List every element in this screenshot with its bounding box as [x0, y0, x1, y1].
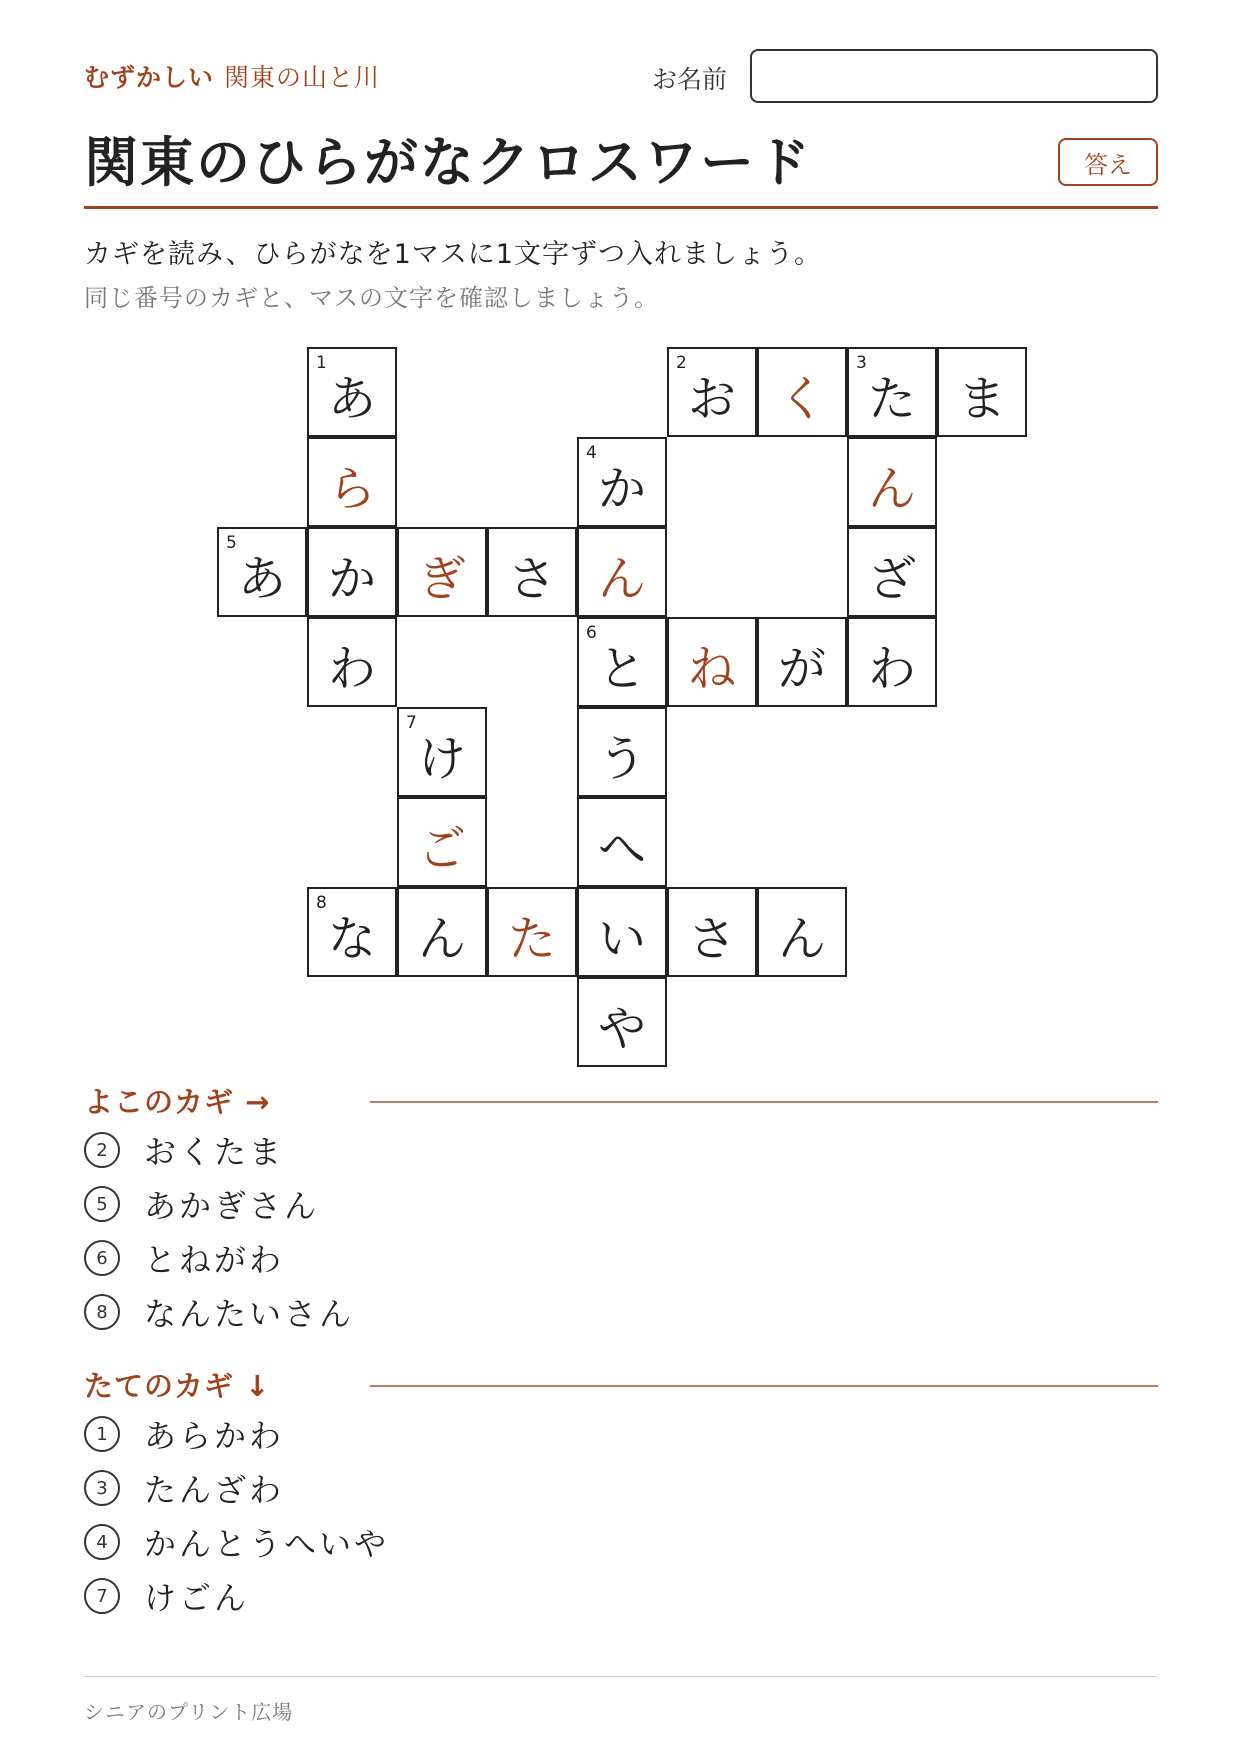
clue-number: 7 — [84, 1578, 120, 1614]
across-clue — [84, 1130, 284, 1170]
grid-cell[interactable] — [307, 887, 397, 977]
cell-letter: た — [507, 910, 556, 967]
clue-answer: とねがわ — [144, 1241, 285, 1279]
difficulty-label: むずかしい — [84, 63, 215, 92]
cell-letter: と — [597, 640, 646, 697]
instruction-sub: 同じ番号のカギと、マスの文字を確認しましょう。 — [84, 284, 659, 312]
cell-letter: へ — [597, 820, 646, 877]
cell-letter: さ — [687, 910, 736, 967]
grid-cell[interactable] — [847, 437, 937, 527]
title-divider — [84, 206, 1158, 209]
cell-number: 6 — [586, 623, 597, 643]
footer-divider — [84, 1676, 1158, 1677]
cell-letter: ぎ — [417, 550, 466, 607]
across-heading: よこのカギ → — [84, 1085, 271, 1119]
cell-letter: ん — [417, 910, 466, 967]
cell-letter: い — [597, 910, 646, 967]
down-heading: たてのカギ ↓ — [84, 1369, 271, 1403]
cell-letter: ん — [597, 550, 646, 607]
clue-answer: けごん — [144, 1579, 250, 1617]
grid-cell[interactable] — [577, 707, 667, 797]
grid-cell[interactable] — [847, 617, 937, 707]
clue-number: 3 — [84, 1470, 120, 1506]
grid-cell[interactable] — [847, 527, 937, 617]
clue-number: 6 — [84, 1240, 120, 1276]
clue-number: 1 — [84, 1416, 120, 1452]
topic-label: 関東の山と川 — [224, 63, 381, 92]
grid-cell[interactable] — [757, 347, 847, 437]
instruction-main: カギを読み、ひらがなを1マスに1文字ずつ入れましょう。 — [84, 239, 822, 270]
clue-answer: かんとうへいや — [144, 1525, 390, 1563]
cell-letter: わ — [327, 640, 376, 697]
cell-letter: う — [597, 730, 646, 787]
clue-answer: たんざわ — [144, 1471, 285, 1509]
name-label: お名前 — [652, 65, 728, 94]
answer-button[interactable]: 答え — [1058, 138, 1158, 186]
across-clue — [84, 1238, 284, 1278]
footer-credit: シニアのプリント広場 — [84, 1700, 294, 1724]
down-clue — [84, 1576, 249, 1616]
cell-letter: が — [777, 640, 826, 697]
cell-number: 7 — [406, 713, 417, 733]
grid-cell[interactable] — [397, 527, 487, 617]
grid-cell[interactable] — [937, 347, 1027, 437]
clue-answer: なんたいさん — [144, 1295, 355, 1333]
grid-cell[interactable] — [577, 797, 667, 887]
cell-letter: ご — [417, 820, 466, 877]
cell-number: 4 — [586, 443, 597, 463]
grid-cell[interactable] — [217, 527, 307, 617]
down-clue — [84, 1414, 284, 1454]
cell-letter: な — [327, 910, 376, 967]
grid-cell[interactable] — [577, 617, 667, 707]
down-clue — [84, 1468, 284, 1508]
clue-number: 2 — [84, 1132, 120, 1168]
page-title: 関東のひらがなクロスワード — [84, 131, 812, 194]
cell-letter: ら — [327, 460, 376, 517]
grid-cell[interactable] — [307, 437, 397, 527]
level-line — [84, 58, 380, 94]
grid-cell[interactable] — [307, 617, 397, 707]
cell-number: 8 — [316, 893, 327, 913]
grid-cell[interactable] — [757, 617, 847, 707]
name-input[interactable] — [750, 49, 1158, 103]
grid-cell[interactable] — [667, 347, 757, 437]
clue-number: 4 — [84, 1524, 120, 1560]
cell-letter: ん — [777, 910, 826, 967]
cell-number: 1 — [316, 353, 327, 373]
cell-letter: ま — [957, 370, 1006, 427]
cell-letter: や — [597, 1000, 646, 1057]
cell-number: 3 — [856, 353, 867, 373]
cell-letter: か — [597, 460, 646, 517]
grid-cell[interactable] — [577, 437, 667, 527]
across-divider — [370, 1101, 1158, 1103]
grid-cell[interactable] — [397, 707, 487, 797]
clue-answer: あかぎさん — [144, 1187, 320, 1225]
grid-cell[interactable] — [577, 887, 667, 977]
grid-cell[interactable] — [577, 977, 667, 1067]
across-clue — [84, 1184, 319, 1224]
across-clue — [84, 1292, 354, 1332]
cell-letter: く — [777, 370, 826, 427]
grid-cell[interactable] — [487, 887, 577, 977]
cell-number: 5 — [226, 533, 237, 553]
grid-cell[interactable] — [307, 527, 397, 617]
down-divider — [370, 1385, 1158, 1387]
down-clue — [84, 1522, 389, 1562]
cell-letter: ん — [867, 460, 916, 517]
grid-cell[interactable] — [397, 887, 487, 977]
cell-letter: あ — [237, 550, 286, 607]
clue-number: 8 — [84, 1294, 120, 1330]
cell-number: 2 — [676, 353, 687, 373]
grid-cell[interactable] — [667, 887, 757, 977]
cell-letter: か — [327, 550, 376, 607]
cell-letter: わ — [867, 640, 916, 697]
clue-number: 5 — [84, 1186, 120, 1222]
grid-cell[interactable] — [487, 527, 577, 617]
grid-cell[interactable] — [847, 347, 937, 437]
grid-cell[interactable] — [757, 887, 847, 977]
cell-letter: あ — [327, 370, 376, 427]
clue-answer: あらかわ — [144, 1417, 285, 1455]
cell-letter: さ — [507, 550, 556, 607]
cell-letter: け — [417, 730, 466, 787]
grid-cell[interactable] — [307, 347, 397, 437]
clue-answer: おくたま — [144, 1133, 285, 1171]
cell-letter: ざ — [867, 550, 916, 607]
grid-cell[interactable] — [397, 797, 487, 887]
grid-cell[interactable] — [577, 527, 667, 617]
cell-letter: ね — [687, 640, 736, 697]
cell-letter: お — [687, 370, 736, 427]
grid-cell[interactable] — [667, 617, 757, 707]
cell-letter: た — [867, 370, 916, 427]
